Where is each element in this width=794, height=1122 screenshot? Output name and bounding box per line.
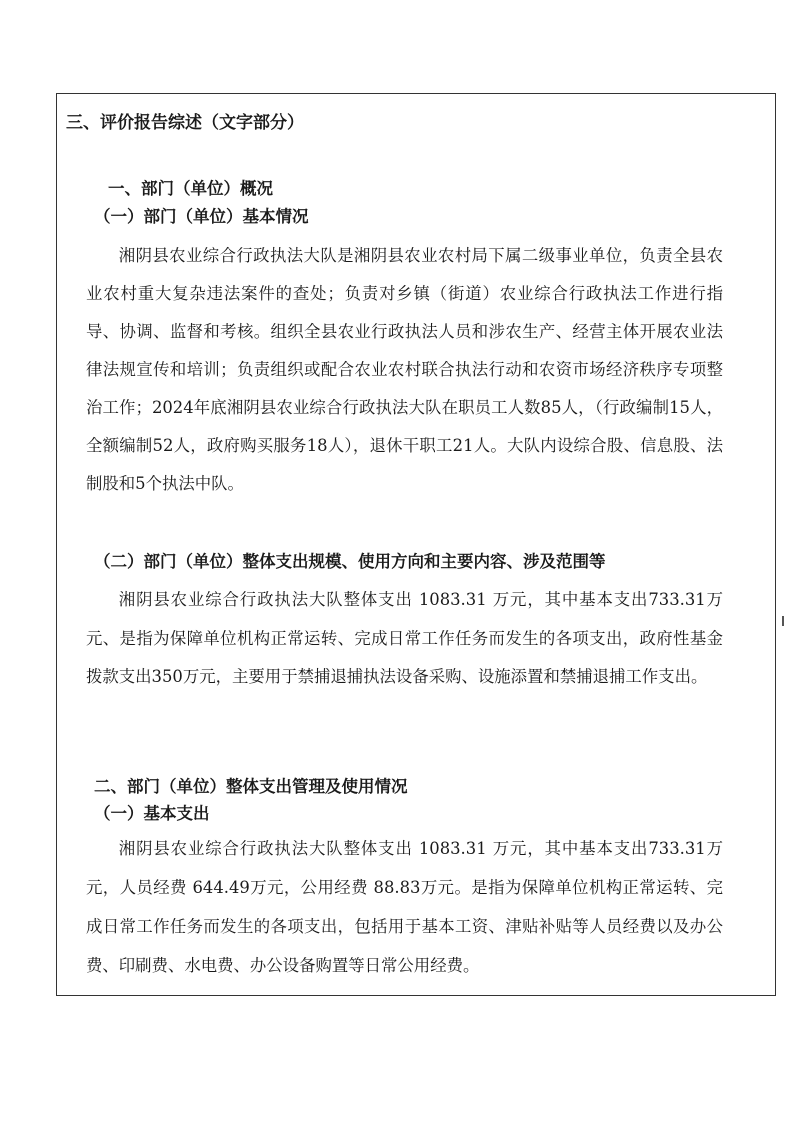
management-heading: 二、部门（单位）整体支出管理及使用情况: [94, 777, 408, 796]
basic-expense-paragraph: 湘阴县农业综合行政执法大队整体支出 1083.31 万元，其中基本支出733.31万元，人员经费 644.49万元，公用经费 88.83万元。是指为保障单位机构正常运转、完成日常工作任务而发生的各项支出，包括用于基本工资、津贴补贴等人员经费以及办公费、印刷费、水电费、办公设备购置等日常公用经费。: [86, 839, 723, 975]
basic-expense-heading: （一）基本支出: [94, 804, 210, 823]
expenditure-scope-heading: （二）部门（单位）整体支出规模、使用方向和主要内容、涉及范围等: [94, 552, 606, 571]
expenditure-scope-paragraph: 湘阴县农业综合行政执法大队整体支出 1083.31 万元，其中基本支出733.31万元、是指为保障单位机构正常运转、完成日常工作任务而发生的各项支出，政府性基金拨款支出350万元，主要用于禁捕退捕执法设备采购、设施添置和禁捕退捕工作支出。: [86, 590, 723, 686]
basic-info-heading: （一）部门（单位）基本情况: [94, 207, 309, 226]
margin-mark: [782, 616, 784, 626]
overview-heading: 一、部门（单位）概况: [108, 179, 273, 198]
section3-title: 三、评价报告综述（文字部分）: [66, 113, 304, 133]
basic-info-paragraph: 湘阴县农业综合行政执法大队是湘阴县农业农村局下属二级事业单位，负责全县农业农村重大复杂违法案件的查处；负责对乡镇（街道）农业综合行政执法工作进行指导、协调、监督和考核。组织全县农业行政执法人员和涉农生产、经营主体开展农业法律法规宣传和培训；负责组织或配合农业农村联合执法行动和农资市场经济秩序专项整治工作；2024年底湘阴县农业综合行政执法大队在职员工人数85人，（行政编制15人，全额编制52人，政府购买服务18人），退休干职工21人。大队内设综合股、信息股、法制股和5个执法中队。: [86, 246, 723, 493]
